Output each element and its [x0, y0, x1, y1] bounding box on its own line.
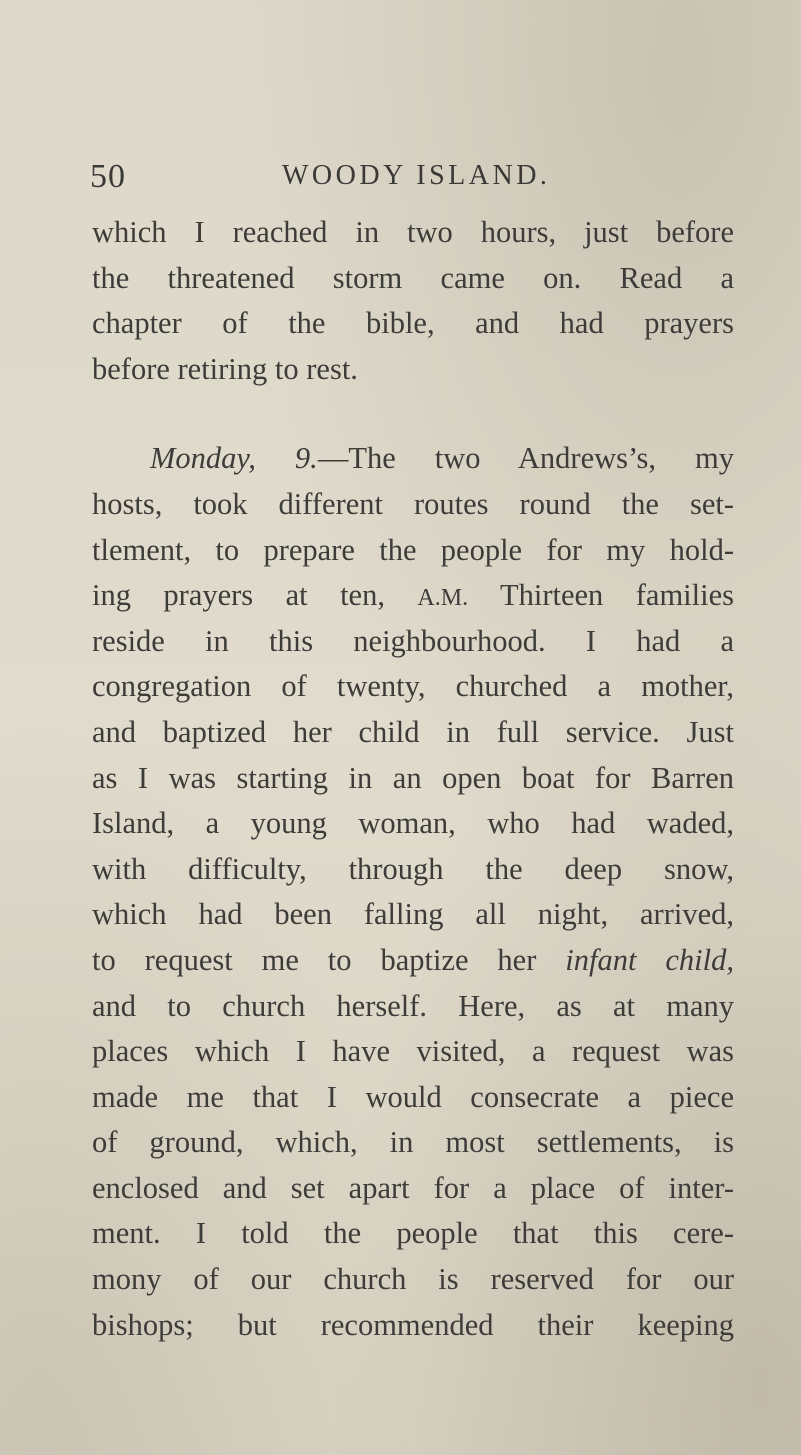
running-title: WOODY ISLAND. [282, 160, 551, 191]
text-line: as I was starting in an open boat for Barren [92, 760, 734, 795]
date-label: Monday, 9. [150, 441, 318, 476]
time-abbrev: A.M. [417, 585, 469, 612]
text-run: to request me to baptize her [92, 942, 537, 977]
text-line: which had been falling all night, arrived, [92, 897, 734, 932]
text-line: enclosed and set apart for a place of inter- [92, 1170, 734, 1205]
text-line: bishops; but recommended their keeping [92, 1307, 734, 1342]
paragraph-2 [92, 436, 734, 1348]
text-line: and baptized her child in full service. Just [92, 714, 734, 749]
text-line [92, 938, 734, 984]
running-head [90, 158, 750, 202]
text-line: mony of our church is reserved for our [92, 1262, 734, 1297]
text-line: which I reached in two hours, just before [92, 215, 734, 249]
text-line [92, 573, 734, 619]
page-number: 50 [90, 158, 126, 195]
text-run: Thirteen families [500, 578, 735, 613]
text-line: Island, a young woman, who had waded, [92, 806, 734, 841]
paragraph-gap [92, 392, 734, 436]
text-line: places which I have visited, a request was [92, 1034, 734, 1069]
text-line: made me that I would consecrate a piece [92, 1079, 734, 1114]
text-line: the threatened storm came on. Read a [92, 260, 734, 295]
text-line [92, 436, 734, 482]
text-line: of ground, which, in most settlements, is [92, 1125, 734, 1160]
text-line: with difficulty, through the deep snow, [92, 851, 734, 886]
text-run: ing prayers at ten, [92, 578, 385, 613]
text-line: before retiring to rest. [92, 351, 358, 386]
text-line: chapter of the bible, and had prayers [92, 306, 734, 341]
text-line: reside in this neighbourhood. I had a [92, 623, 734, 658]
text-line: ment. I told the people that this cere- [92, 1216, 734, 1251]
body-text [92, 210, 734, 1348]
text-line: hosts, took different routes round the set- [92, 486, 734, 521]
text-line: congregation of twenty, churched a mother, [92, 669, 734, 704]
text-line: and to church herself. Here, as at many [92, 988, 734, 1023]
text-line: tlement, to prepare the people for my hold- [92, 532, 734, 567]
text-run: —The two Andrews’s, my [317, 441, 734, 476]
paragraph-1 [92, 210, 734, 392]
italic-phrase: infant child, [565, 942, 734, 977]
